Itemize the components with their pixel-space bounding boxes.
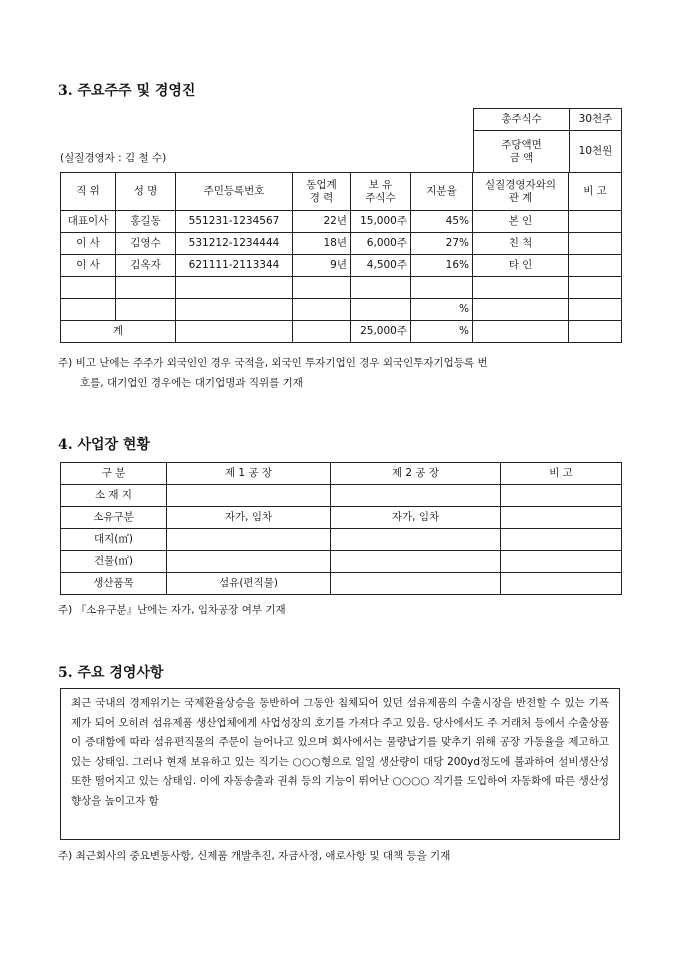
cell-ratio: % [411,299,473,321]
cell-position [61,299,116,321]
cell-rrn [176,277,293,299]
header-rrn: 주민등록번호 [176,173,293,211]
section-3-title: 3. 주요주주 및 경영진 [58,83,196,99]
header-category: 구 분 [61,463,167,485]
cell-shares: 15,000주 [351,211,411,233]
cell-plant2 [331,529,501,551]
cell-shares [351,277,411,299]
cell-relation [473,299,569,321]
cell-shares: 4,500주 [351,255,411,277]
par-value: 10천원 [570,131,622,173]
cell-name: 김영수 [116,233,176,255]
cell-remark [501,529,622,551]
par-value-label: 주당액면 금 액 [474,131,570,173]
row-label: 소 재 지 [61,485,167,507]
cell-career [293,277,351,299]
header-name: 성 명 [116,173,176,211]
cell-rrn: 621111-2113344 [176,255,293,277]
cell-position [61,277,116,299]
total-ratio: % [411,321,473,343]
cell-relation [473,277,569,299]
table-row [61,485,622,507]
cell-remark [569,299,622,321]
cell-position: 이 사 [61,255,116,277]
cell-name: 홍길동 [116,211,176,233]
cell-rrn: 551231-1234567 [176,211,293,233]
section-3-note: 주) 비고 난에는 주주가 외국인인 경우 국적을, 외국인 투자기업인 경우 외국인투자기업등록 번 호를, 대기업인 경우에는 대기업명과 직위를 기재 [58,357,488,389]
cell-plant2 [331,551,501,573]
cell-relation [473,321,569,343]
row-label: 소유구분 [61,507,167,529]
cell-remark [501,551,622,573]
table-row [61,507,622,529]
cell-career [293,321,351,343]
cell-remark [569,277,622,299]
cell-remark [569,255,622,277]
header-position: 직 위 [61,173,116,211]
table-row [61,529,622,551]
section-5-note: 주) 최근회사의 중요변동사항, 신제품 개발추진, 자금사정, 애로사항 및 대책 등을 기재 [58,850,451,862]
cell-ratio [411,277,473,299]
cell-plant1: 자가, 임차 [167,507,331,529]
header-ratio: 지분율 [411,173,473,211]
worksite-header-row [61,463,622,485]
cell-remark [569,233,622,255]
cell-plant1 [167,529,331,551]
cell-name: 김옥자 [116,255,176,277]
cell-career: 22년 [293,211,351,233]
cell-career: 18년 [293,233,351,255]
total-row [61,321,622,343]
cell-plant2: 자가, 임차 [331,507,501,529]
cell-shares [351,299,411,321]
header-plant1: 제 1 공 장 [167,463,331,485]
cell-remark [501,507,622,529]
total-shares-value: 30천주 [570,109,622,131]
cell-ratio: 45% [411,211,473,233]
worksite-table [60,462,622,595]
table-row [61,573,622,595]
cell-rrn [176,321,293,343]
section-4-title: 4. 사업장 현황 [58,437,150,453]
header-shares: 보 유 주식수 [351,173,411,211]
cell-plant1 [167,551,331,573]
cell-rrn [176,299,293,321]
cell-career [293,299,351,321]
cell-ratio: 16% [411,255,473,277]
cell-ratio: 27% [411,233,473,255]
cell-plant2 [331,485,501,507]
shareholder-table [60,172,622,343]
cell-name [116,277,176,299]
cell-relation: 본 인 [473,211,569,233]
cell-career: 9년 [293,255,351,277]
header-relation: 실질경영자와의 관 계 [473,173,569,211]
table-row [61,211,622,233]
header-career: 동업계 경 력 [293,173,351,211]
cell-plant2 [331,573,501,595]
cell-remark [569,211,622,233]
management-summary-box: 최근 국내의 경제위기는 국제환율상승을 동반하여 그동안 침체되어 있던 섬유제품의 수출시장을 반전할 수 있는 기폭제가 되어 오히려 섬유제품 생산업체에게 사업성장의 호기를 가져다 주고 있음. 당사에서도 주 거래처 등에서 수출상품이 증대함에 따라 섬유편직물의 주문이 늘어나고 있으며 회사에서는 물량납기를 맞추기 위해 공장 가동율을 제고하고 있는 상태임. 그러나 현재 보유하고 있는 직기는 ○○○형으로 일일 생산량이 대당 200yd정도에 불과하여 설비생산성 또한 떨어지고 있는 상태임. 이에 자동송출과 권취 등의 기능이 뛰어난 ○○○○ 직기를 도입하여 자동화에 따른 생산성향상을 높이고자 함 [60,688,620,840]
cell-name [116,299,176,321]
header-plant2: 제 2 공 장 [331,463,501,485]
table-row [61,233,622,255]
cell-position: 이 사 [61,233,116,255]
section-5-title: 5. 주요 경영사항 [58,665,164,681]
cell-relation: 친 척 [473,233,569,255]
table-row [61,551,622,573]
table-row [61,299,622,321]
section-4-note: 주) 『소유구분』난에는 자가, 임차공장 여부 기재 [58,604,286,616]
cell-shares: 6,000주 [351,233,411,255]
cell-remark [501,485,622,507]
total-label: 계 [61,321,176,343]
shareholder-header-row [61,173,622,211]
cell-plant1 [167,485,331,507]
table-row [61,255,622,277]
cell-plant1: 섬유(편직물) [167,573,331,595]
cell-remark [569,321,622,343]
cell-remark [501,573,622,595]
row-label: 생산품목 [61,573,167,595]
cell-relation: 타 인 [473,255,569,277]
total-shares-label: 총주식수 [474,109,570,131]
share-summary-table [473,108,622,173]
header-remark: 비 고 [569,173,622,211]
header-remark: 비 고 [501,463,622,485]
cell-position: 대표이사 [61,211,116,233]
table-row [61,277,622,299]
cell-rrn: 531212-1234444 [176,233,293,255]
ceo-line: (실질경영자 : 김 철 수) [60,152,167,164]
row-label: 건물(㎡) [61,551,167,573]
total-shares: 25,000주 [351,321,411,343]
row-label: 대지(㎡) [61,529,167,551]
